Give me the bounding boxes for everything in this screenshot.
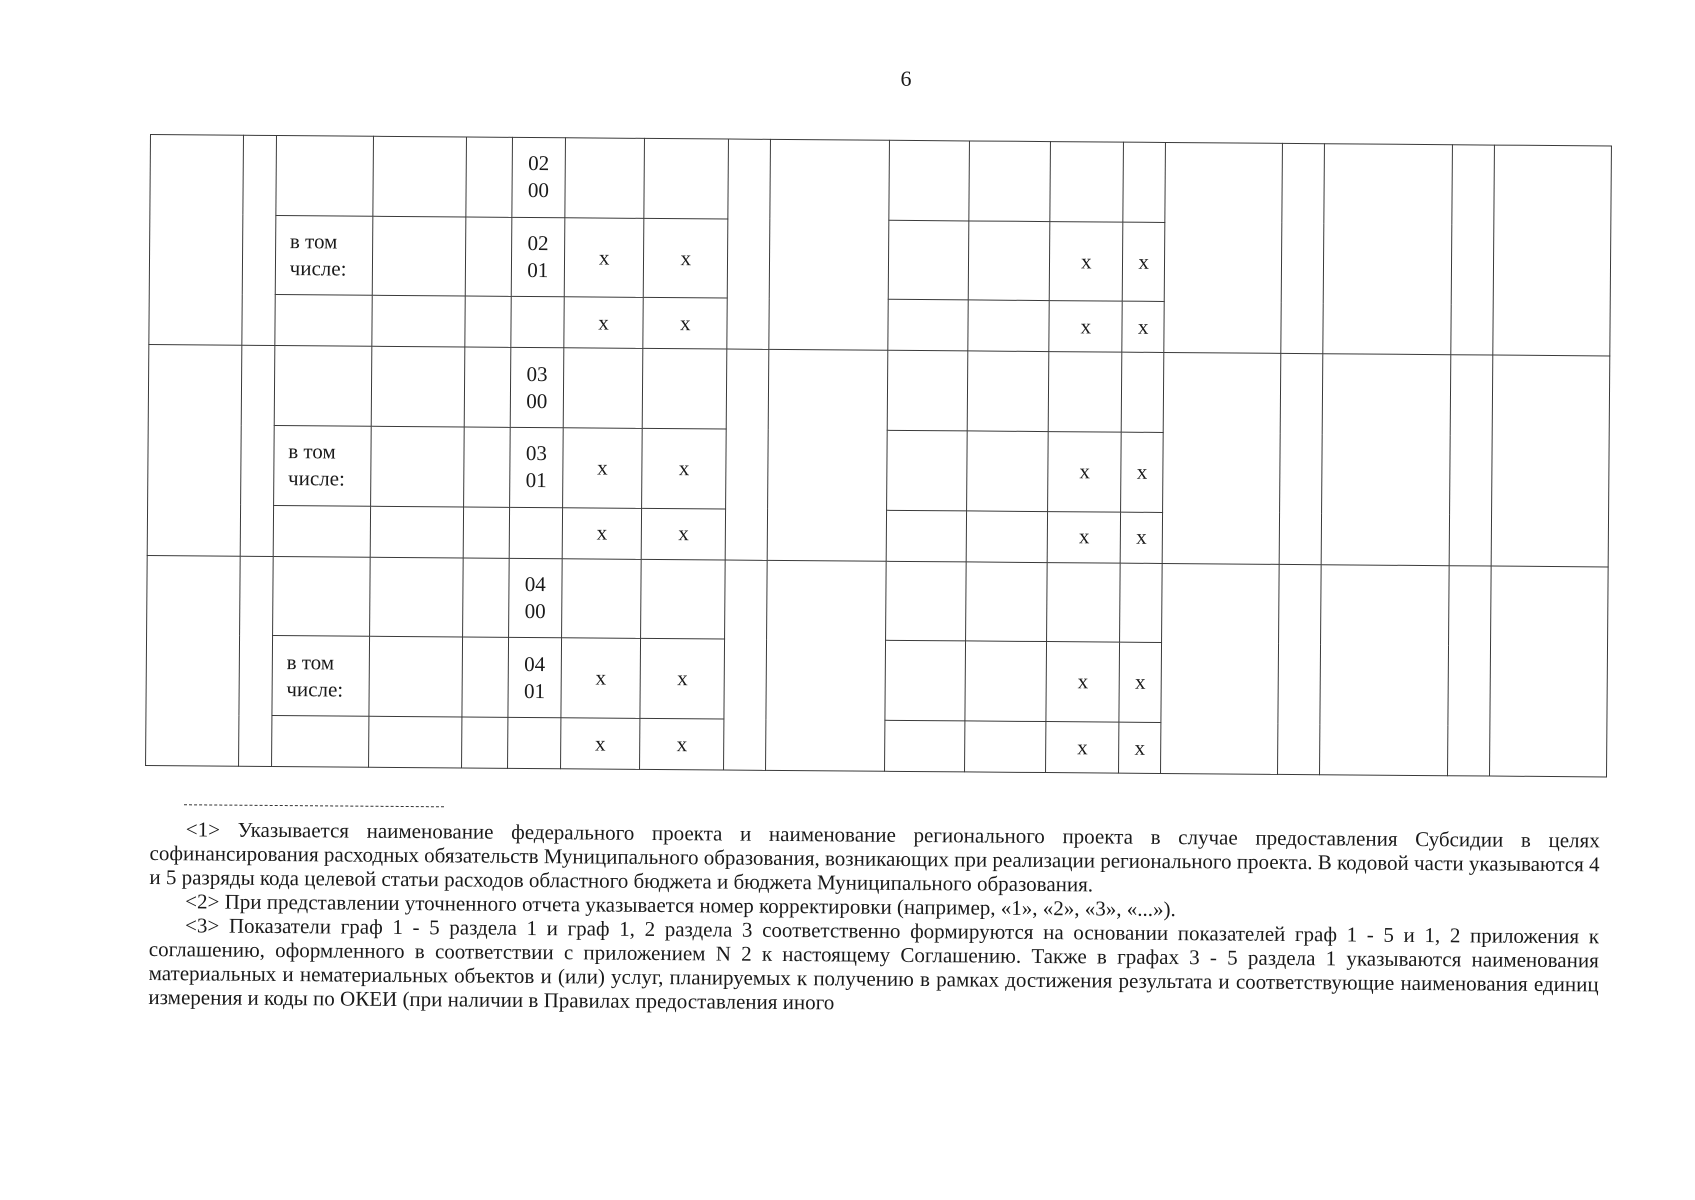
x-mark: x xyxy=(1137,314,1149,339)
group-cell-a xyxy=(146,555,240,766)
table-cell xyxy=(968,221,1050,301)
line-code: 02 xyxy=(528,151,550,176)
mark-cell xyxy=(1050,221,1123,301)
report-table xyxy=(145,134,1612,777)
group-cell-g xyxy=(1323,144,1453,355)
table-cell xyxy=(887,430,967,510)
group-cell-e xyxy=(1161,563,1280,774)
group-cell-a xyxy=(149,135,243,346)
report-table-wrapper xyxy=(145,134,1612,777)
x-mark: x xyxy=(1136,524,1147,550)
footnote-1: <1> Указывается наименование федерального проекта и наименование регионального проекта в случае предоставления Субсидии в целях софинансирования расходных обязательств Муниципального образования, возникающих при реализации регионального проекта. В кодовой части указываются 4 и 5 разряды кода целевой статьи расходов областного бюджета и бюджета Муниципального образования. xyxy=(149,817,1600,897)
group-cell-b xyxy=(240,346,275,557)
x-mark: x xyxy=(1136,459,1148,484)
table-cell xyxy=(461,717,508,768)
mark-cell xyxy=(1122,222,1165,302)
line-code: 01 xyxy=(527,258,549,283)
mark-cell xyxy=(1048,511,1121,562)
mark-cell xyxy=(1048,432,1121,512)
x-mark: x xyxy=(1077,734,1088,759)
group-cell-g xyxy=(1321,354,1451,565)
x-mark: x xyxy=(596,520,608,545)
mark-cell xyxy=(644,218,728,298)
x-mark: x xyxy=(1138,249,1149,274)
line-code: 03 xyxy=(525,441,547,466)
mark-cell xyxy=(643,298,727,350)
line-code: 04 xyxy=(524,651,546,676)
table-cell xyxy=(885,641,965,721)
table-cell xyxy=(464,296,511,347)
group-cell-c xyxy=(724,560,768,771)
table-cell xyxy=(370,506,463,558)
group-cell-h xyxy=(1449,355,1493,566)
group-cell-a xyxy=(147,345,241,556)
x-mark: x xyxy=(677,666,688,691)
x-mark: x xyxy=(1135,669,1146,695)
footnote-2: <2> При представлении уточненного отчета указывается номер корректировки (например, «1», «2», «3», «...»). xyxy=(185,889,1176,922)
line-code: 00 xyxy=(526,388,548,413)
footnote-separator xyxy=(184,804,444,807)
table-cell xyxy=(372,216,465,296)
x-mark: x xyxy=(679,311,691,336)
table-row xyxy=(147,555,1609,646)
table-cell xyxy=(463,507,510,558)
group-cell-f xyxy=(1279,354,1323,565)
mark-cell xyxy=(1046,642,1119,722)
group-cell-b xyxy=(238,556,273,767)
table-cell xyxy=(642,349,726,429)
label-cell xyxy=(275,215,373,295)
code-cell xyxy=(507,717,560,768)
label-cell xyxy=(275,295,372,347)
mark-cell xyxy=(640,718,724,770)
line-code: 00 xyxy=(524,598,546,624)
group-cell-d xyxy=(767,350,888,561)
line-code: 01 xyxy=(525,468,547,493)
x-mark: x xyxy=(597,455,608,480)
mark-cell xyxy=(641,508,725,560)
mark-cell xyxy=(1046,722,1119,774)
x-mark: x xyxy=(1077,669,1089,694)
group-cell-i xyxy=(1489,566,1608,777)
mark-cell xyxy=(1119,642,1162,722)
x-mark: x xyxy=(676,731,688,756)
mark-cell xyxy=(1122,302,1164,353)
line-code: 01 xyxy=(523,678,546,703)
group-cell-b xyxy=(242,135,277,346)
code-cell xyxy=(510,348,564,428)
label-cell xyxy=(273,505,370,557)
group-cell-h xyxy=(1447,565,1491,776)
mark-cell xyxy=(1049,301,1122,352)
table-cell xyxy=(968,300,1050,352)
table-cell xyxy=(369,637,462,717)
table-cell xyxy=(370,426,463,506)
mark-cell xyxy=(564,217,644,297)
table-cell xyxy=(563,348,643,428)
x-mark: x xyxy=(594,731,606,756)
table-cell xyxy=(965,641,1047,721)
mark-cell xyxy=(642,428,726,508)
group-cell-d xyxy=(769,139,890,350)
table-cell xyxy=(966,511,1048,563)
table-cell xyxy=(886,510,966,562)
table-cell xyxy=(371,347,464,427)
code-cell xyxy=(511,217,565,297)
group-cell-f xyxy=(1281,143,1325,354)
table-cell xyxy=(885,720,965,772)
label-cell xyxy=(272,556,370,636)
x-mark: x xyxy=(1080,314,1092,339)
code-cell xyxy=(509,427,563,507)
mark-cell xyxy=(560,718,640,770)
table-cell xyxy=(888,220,968,300)
table-cell xyxy=(886,561,966,641)
mark-cell xyxy=(562,428,642,508)
mark-cell xyxy=(561,638,641,718)
page-number: 6 xyxy=(900,66,912,91)
table-cell xyxy=(462,558,509,638)
table-cell xyxy=(461,637,508,717)
table-cell xyxy=(561,558,641,638)
x-mark: x xyxy=(1078,524,1090,549)
group-cell-c xyxy=(725,349,769,560)
group-cell-g xyxy=(1319,564,1449,775)
table-cell xyxy=(368,716,461,768)
table-cell xyxy=(463,427,510,507)
code-cell xyxy=(508,558,562,638)
table-cell xyxy=(964,721,1046,773)
group-cell-e xyxy=(1164,142,1283,353)
table-cell xyxy=(373,136,466,216)
group-cell-i xyxy=(1493,145,1612,356)
including-label: в том xyxy=(286,649,335,675)
line-code: 00 xyxy=(527,178,550,203)
including-label: в том xyxy=(288,439,336,464)
including-label: в том xyxy=(289,229,338,254)
table-cell xyxy=(887,351,967,431)
mark-cell xyxy=(564,297,644,349)
mark-cell xyxy=(1119,722,1161,773)
mark-cell xyxy=(1121,432,1164,512)
table-row xyxy=(148,345,1610,436)
line-code: 03 xyxy=(526,361,548,386)
x-mark: x xyxy=(1134,735,1146,760)
label-cell xyxy=(271,716,368,768)
group-cell-d xyxy=(766,560,887,771)
table-cell xyxy=(1050,142,1123,222)
table-cell xyxy=(1121,352,1164,432)
including-label: числе: xyxy=(289,256,347,281)
code-cell xyxy=(511,297,564,348)
including-label: числе: xyxy=(287,466,345,491)
code-cell xyxy=(509,507,562,558)
table-cell xyxy=(969,141,1051,221)
group-cell-h xyxy=(1451,145,1495,356)
table-cell xyxy=(888,300,968,352)
label-cell xyxy=(276,135,374,215)
line-code: 04 xyxy=(524,571,546,597)
group-cell-f xyxy=(1278,564,1322,775)
table-cell xyxy=(372,296,465,348)
footnote-3: <3> Показатели граф 1 - 5 раздела 1 и граф 1, 2 раздела 3 соответственно формируются на основании показателей граф 1 - 5 и 1, 2 приложения к соглашению, оформленного в соответствии с приложением N 2 к настоящему Соглашению. Также в графах 3 - 5 раздела 1 указываются наименования материальных и нематериальных объектов и (или) услуг, планируемых к получению в рамках достижения результата и соответствующие наименования единиц измерения и коды по ОКЕИ (при наличии в Правилах предоставления иного xyxy=(148,913,1600,1015)
x-mark: x xyxy=(678,456,690,481)
group-cell-c xyxy=(727,139,771,350)
mark-cell xyxy=(1120,512,1162,563)
table-cell xyxy=(644,138,728,218)
table-cell xyxy=(1049,352,1122,432)
table-cell xyxy=(464,347,511,427)
table-row xyxy=(150,135,1612,226)
table-cell xyxy=(1120,563,1163,643)
including-label: числе: xyxy=(286,676,344,702)
mark-cell xyxy=(640,639,724,719)
table-cell xyxy=(966,431,1048,511)
group-cell-e xyxy=(1162,353,1281,564)
table-cell xyxy=(889,140,969,220)
code-cell xyxy=(512,137,566,217)
label-cell xyxy=(273,426,371,506)
table-cell xyxy=(1123,142,1166,222)
x-mark: x xyxy=(598,310,609,335)
table-cell xyxy=(967,351,1049,431)
x-mark: x xyxy=(1080,248,1092,273)
x-mark: x xyxy=(1079,459,1090,484)
x-mark: x xyxy=(595,665,607,690)
table-cell xyxy=(565,138,645,218)
table-cell xyxy=(465,217,512,297)
table-cell xyxy=(1047,562,1120,642)
x-mark: x xyxy=(678,521,689,546)
table-cell xyxy=(465,137,512,217)
x-mark: x xyxy=(598,245,610,270)
label-cell xyxy=(272,636,370,716)
line-code: 02 xyxy=(527,231,549,256)
code-cell xyxy=(508,638,562,718)
table-cell xyxy=(369,557,462,637)
group-cell-i xyxy=(1491,355,1610,566)
table-cell xyxy=(641,559,725,639)
mark-cell xyxy=(562,507,642,559)
x-mark: x xyxy=(680,245,692,270)
label-cell xyxy=(274,346,372,426)
footnotes xyxy=(148,804,1600,1020)
table-cell xyxy=(965,562,1047,642)
